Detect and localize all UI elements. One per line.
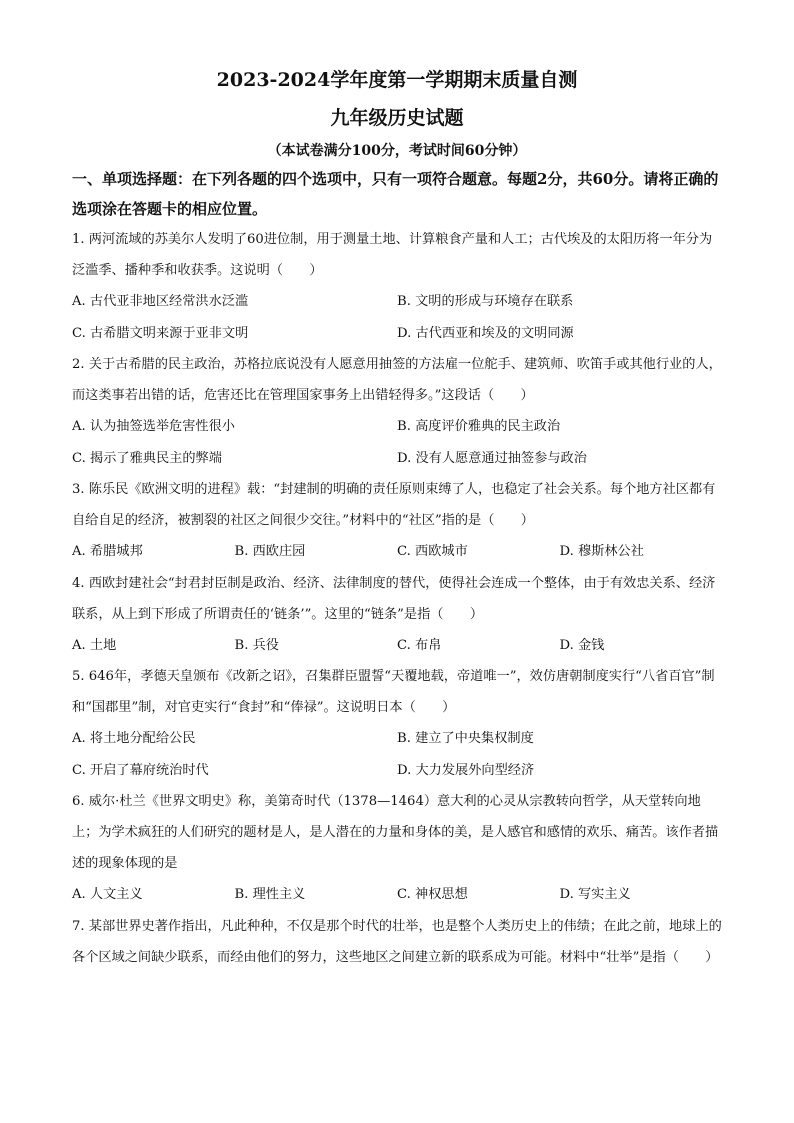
option-d: D. 金钱: [559, 637, 605, 653]
exam-subtitle: 九年级历史试题: [330, 107, 464, 129]
question-stem: 6. 威尔·杜兰《世界文明史》称，美第奇时代（1378—1464）意大利的心灵从宗教转向哲学，从天堂转向地上；为学术疯狂的人们研究的题材是人，是人潜在的力量和身体的美，是人感官和感情的欢乐、痛苦。该作者描述的现象体现的是: [72, 794, 719, 871]
question-6: [72, 786, 722, 911]
option-c: C. 西欧城市: [397, 544, 468, 559]
option-c: C. 古希腊文明来源于亚非文明: [72, 325, 249, 341]
option-d: D. 古代西亚和埃及的文明同源: [397, 325, 574, 341]
option-b: B. 高度评价雅典的民主政治: [397, 419, 561, 434]
question-options: [72, 286, 722, 349]
question-stem: 4. 西欧封建社会“封君封臣制是政治、经济、法律制度的替代，使得社会连成一个整体，由于有效忠关系、经济联系，从上到下形成了所谓责任的‘链条’”。这里的“链条”是指（ ）: [72, 575, 716, 622]
option-b: B. 西欧庄园: [234, 544, 306, 559]
question-7: [72, 911, 722, 973]
option-c: C. 神权思想: [397, 887, 468, 902]
question-1: [72, 224, 722, 349]
option-a: A. 古代亚非地区经常洪水泛滥: [72, 294, 249, 309]
exam-note: （本试卷满分100分，考试时间60分钟）: [267, 143, 527, 159]
question-stem: 1. 两河流域的苏美尔人发明了60进位制，用于测量土地、计算粮食产量和人工；古代埃及的太阳历将一年分为泛滥季、播种季和收获季。这说明（ ）: [72, 232, 713, 278]
section-heading: 一、单项选择题：在下列各题的四个选项中，只有一项符合题意。每题2分，共60分。请将正确的选项涂在答题卡的相应位置。: [72, 170, 719, 218]
question-5: [72, 661, 722, 786]
question-stem: 2. 关于古希腊的民主政治，苏格拉底说没有人愿意用抽签的方法雇一位舵手、建筑师、吹笛手或其他行业的人，而这类事若出错的话，危害还比在管理国家事务上出错轻得多。”这段话（ ）: [72, 357, 722, 403]
option-a: A. 认为抽签选举危害性很小: [72, 419, 235, 434]
question-options: [72, 723, 722, 786]
question-2: [72, 349, 722, 474]
question-options: [72, 879, 722, 911]
question-options: [72, 536, 722, 568]
option-c: C. 开启了幕府统治时代: [72, 762, 209, 778]
option-a: A. 将土地分配给公民: [72, 731, 196, 746]
option-a: A. 土地: [72, 637, 117, 653]
exam-title: 2023-2024学年度第一学期期末质量自测: [216, 69, 578, 91]
option-d: D. 写实主义: [559, 887, 631, 902]
question-3: [72, 474, 722, 568]
option-b: B. 文明的形成与环境存在联系: [397, 294, 574, 309]
option-d: D. 大力发展外向型经济: [397, 762, 535, 778]
option-a: A. 希腊城邦: [72, 544, 143, 559]
option-a: A. 人文主义: [72, 887, 143, 902]
question-4: [72, 568, 722, 662]
question-stem: 7. 某部世界史著作指出，凡此种种，不仅是那个时代的壮举，也是整个人类历史上的伟绩；在此之前，地球上的各个区域之间缺少联系，而经由他们的努力，这些地区之间建立新的联系成为可能。材料中“壮举”是指（ ）: [72, 918, 722, 965]
exam-page: [72, 66, 722, 973]
question-options: [72, 411, 722, 474]
question-options: [72, 630, 722, 662]
option-b: B. 理性主义: [234, 887, 306, 902]
question-stem: 5. 646年，孝德天皇颁布《改新之诏》，召集群臣盟誓“天覆地载，帝道唯一”，效仿唐朝制度实行“八省百官”制和“国郡里”制，对官吏实行“食封”和“俸禄”。这说明日本（ ）: [72, 669, 715, 715]
option-b: B. 兵役: [234, 637, 279, 653]
question-stem: 3. 陈乐民《欧洲文明的进程》载：“封建制的明确的责任原则束缚了人，也稳定了社会关系。每个地方社区都有自给自足的经济，被割裂的社区之间很少交往。”材料中的“社区”指的是（ ）: [72, 482, 716, 528]
option-d: D. 穆斯林公社: [559, 544, 644, 559]
option-c: C. 揭示了雅典民主的弊端: [72, 450, 222, 466]
option-b: B. 建立了中央集权制度: [397, 731, 534, 746]
option-c: C. 布帛: [397, 637, 442, 653]
option-d: D. 没有人愿意通过抽签参与政治: [397, 450, 587, 466]
